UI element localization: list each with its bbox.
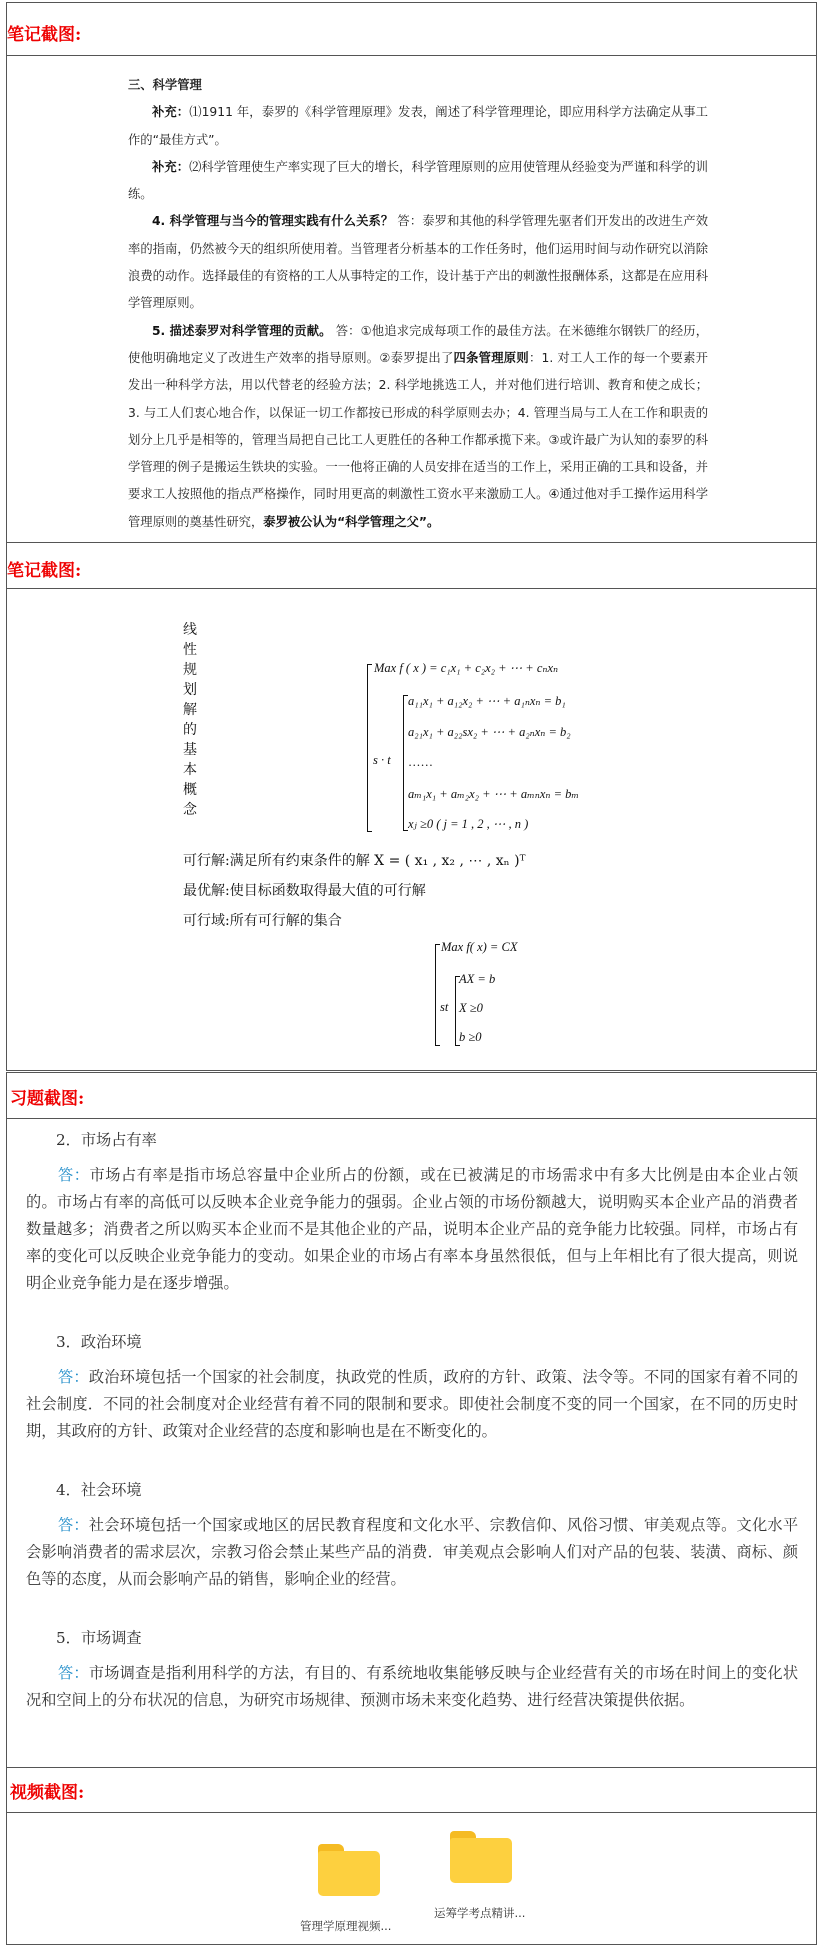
video-header: 视频截图: <box>10 1783 85 1803</box>
folder-label-management-video[interactable]: 管理学原理视频... <box>300 1919 392 1933</box>
supplement-2: 补充：⑵科学管理使生产率实现了巨大的增长，科学管理原则的应用使管理从经验变为严谨和科学的训练。 <box>128 159 708 202</box>
question-5: 5. 描述泰罗对科学管理的贡献。 答：①他追求完成每项工作的最佳方法。在米德维尔钢铁厂的经历，使他明确地定义了改进生产效率的指导原则。②泰罗提出了四条管理原则：1. 对工人工作的每一个要素开发出一种科学方法，用以代替老的经验方法；2. 科学地挑选工人，并对他们进行培训、教育和使之成长；3. 与工人们衷心地合作，以保证一切工作都按已形成的科学原则去办；4. 管理当局与工人在工作和职责的划分上几乎是相等的，管理当局把自己比工人更胜任的各种工作都承揽下来。③或许最广为认知的泰罗的科学管理的例子是搬运生铁块的实验。一一他将正确的人员安排在适当的工作上，采用正确的工具和设备，并要求工人按照他的指点严格操作，同时用更高的刺激性工资水平来激励工人。④通过他对手工操作运用科学管理原则的奠基性研究，泰罗被公认为“科学管理之父”。 <box>128 323 708 529</box>
divider <box>6 55 817 56</box>
answer-label: 答： <box>58 1516 89 1534</box>
divider <box>6 542 817 543</box>
constraint-1: a₁₁x₁ + a₁₂x₂ + ⋯ + a₁ₙxₙ = b₁ <box>408 694 566 708</box>
divider <box>6 1118 817 1119</box>
exercise-item <box>26 1329 798 1445</box>
exercise-item <box>26 1625 798 1714</box>
section-title: 三、科学管理 <box>128 78 202 92</box>
matrix-st: st <box>440 1000 449 1014</box>
supplement-1: 补充：⑴1911 年，泰罗的《科学管理原理》发表，阐述了科学管理理论，即应用科学方法确定从事工作的“最佳方式”。 <box>128 105 708 147</box>
objective-function: Max f ( x ) = c₁x₁ + c₂x₂ + ⋯ + cₙxₙ <box>374 661 559 675</box>
divider <box>6 588 817 589</box>
answer-label: 答： <box>58 1368 89 1386</box>
folder-label-operations-research[interactable]: 运筹学考点精讲... <box>434 1906 526 1920</box>
exercise-answer: 答：市场调查是指利用科学的方法，有目的、有系统地收集能够反映与企业经营有关的市场在时间上的变化状况和空间上的分布状况的信息，为研究市场规律、预测市场未来变化趋势、进行经营决策提供依据。 <box>26 1664 799 1709</box>
exercise-question: 3．政治环境 <box>56 1333 142 1351</box>
exercise-question: 4．社会环境 <box>56 1481 142 1499</box>
matrix-brace-outer <box>435 944 440 1046</box>
supplement-label: 补充： <box>152 105 190 120</box>
exercise-answer: 答：政治环境包括一个国家的社会制度，执政党的性质，政府的方针、政策、法令等。不同的国家有着不同的社会制度．不同的社会制度对企业经营有着不同的限制和要求。即使社会制度不变的同一个国家，在不同的历史时期，其政府的方针、政策对企业经营的态度和影响也是在不断变化的。 <box>26 1368 799 1440</box>
exercise-header: 习题截图: <box>10 1089 85 1109</box>
exercise-question: 5．市场调查 <box>56 1629 142 1647</box>
exercise-answer: 答：社会环境包括一个国家或地区的居民教育程度和文化水平、宗教信仰、风俗习惯、审美观点等。文化水平会影响消费者的需求层次，宗教习俗会禁止某些产品的消费．审美观点会影响人们对产品的包装、装潢、商标、颜色等的态度，从而会影响产品的销售，影响企业的经营。 <box>26 1516 799 1588</box>
exercise-item <box>26 1477 798 1593</box>
feasible-solution: 可行解:满足所有约束条件的解 X = ( x₁ , x₂ , ⋯ , xₙ )ᵀ <box>183 853 526 869</box>
exercise-content <box>26 1127 798 1746</box>
optimal-solution: 最优解:使目标函数取得最大值的可行解 <box>183 883 426 899</box>
exercise-question: 2．市场占有率 <box>56 1131 157 1149</box>
constraint-dots: …… <box>408 755 433 769</box>
exercise-item <box>26 1127 798 1297</box>
matrix-constraint-2: X ≥0 <box>459 1001 483 1015</box>
matrix-objective: Max f( x) = CX <box>441 940 518 954</box>
notes-header-1: 笔记截图: <box>7 25 82 45</box>
constraint-2: a₂₁x₁ + a₂₂sx₂ + ⋯ + a₂ₙxₙ = b₂ <box>408 725 571 739</box>
feasible-region: 可行域:所有可行解的集合 <box>183 913 342 929</box>
folder-icon[interactable] <box>318 1844 380 1896</box>
brace-outer <box>367 664 372 832</box>
answer-label: 答： <box>58 1664 89 1682</box>
nonnegativity: xⱼ ≥0 ( j = 1 , 2 , ⋯ , n ) <box>408 817 529 831</box>
constraint-m: aₘ₁x₁ + aₘ₂x₂ + ⋯ + aₘₙxₙ = bₘ <box>408 787 580 801</box>
divider <box>6 1812 817 1813</box>
st-label: s · t <box>373 753 391 767</box>
notes-1-content <box>128 72 708 536</box>
answer-label: 答： <box>58 1166 90 1184</box>
notes-header-2: 笔记截图: <box>7 561 82 581</box>
folder-icon[interactable] <box>450 1831 512 1883</box>
matrix-constraint-3: b ≥0 <box>459 1030 482 1044</box>
supplement-label: 补充： <box>152 159 190 174</box>
matrix-constraint-1: AX = b <box>459 972 496 986</box>
lp-title: 线性规划解的基本概念 <box>183 622 197 818</box>
exercise-answer: 答：市场占有率是指市场总容量中企业所占的份额，或在已被满足的市场需求中有多大比例是由本企业占领的。市场占有率的高低可以反映本企业竞争能力的强弱。企业占领的市场份额越大，说明购买本企业产品的消费者数量越多；消费者之所以购买本企业而不是其他企业的产品，说明本企业产品的竞争能力比较强。同样，市场占有率的变化可以反映企业竞争能力的变动。如果企业的市场占有率本身虽然很低，但与上年相比有了很大提高，则说明企业竞争能力是在逐步增强。 <box>26 1166 799 1292</box>
question-4: 4. 科学管理与当今的管理实践有什么关系？ 答：泰罗和其他的科学管理先驱者们开发出的改进生产效率的指南，仍然被今天的组织所使用着。当管理者分析基本的工作任务时，他们运用时间与动作研究以消除浪费的动作。选择最佳的有资格的工人从事特定的工作，设计基于产出的刺激性报酬体系，这都是在应用科学管理原则。 <box>128 214 708 311</box>
